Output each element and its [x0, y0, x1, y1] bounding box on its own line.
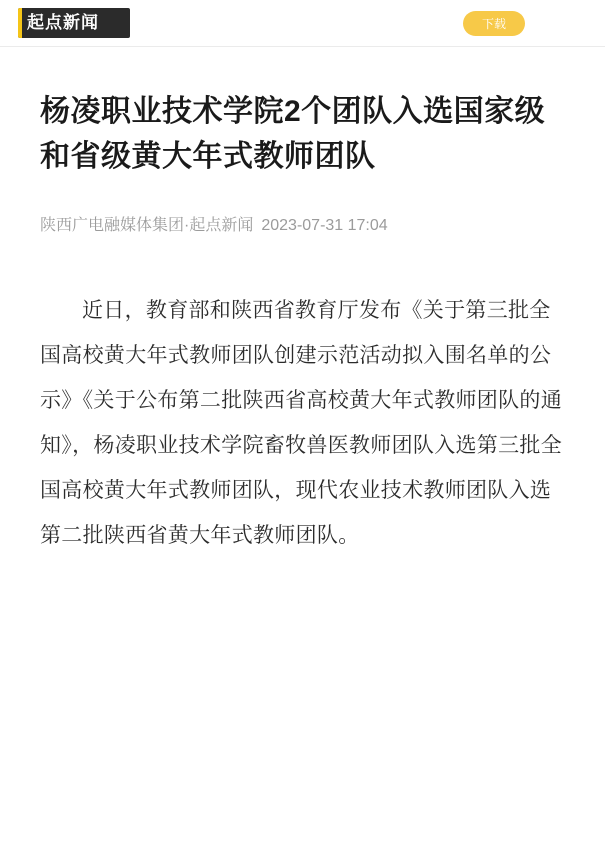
site-header [0, 0, 605, 47]
site-logo[interactable] [18, 8, 130, 38]
article-timestamp: 2023-07-31 17:04 [261, 217, 388, 234]
page-title: 杨凌职业技术学院2个团队入选国家级和省级黄大年式教师团队 [40, 95, 546, 173]
article-container [0, 89, 605, 558]
logo-badge [18, 8, 130, 38]
download-button[interactable]: 下载 [463, 11, 525, 36]
accent-bar-icon [18, 8, 22, 38]
logo-text: 起点新闻 [27, 13, 99, 32]
article-body: 近日，教育部和陕西省教育厅发布《关于第三批全国高校黄大年式教师团队创建示范活动拟入围名单的公示》《关于公布第二批陕西省高校黄大年式教师团队的通知》，杨凌职业技术学院畜牧兽医教师团队入选第三批全国高校黄大年式教师团队，现代农业技术教师团队入选第二批陕西省黄大年式教师团队。 [40, 299, 562, 547]
article-source: 陕西广电融媒体集团·起点新闻 [40, 217, 254, 234]
article-meta [40, 214, 565, 238]
